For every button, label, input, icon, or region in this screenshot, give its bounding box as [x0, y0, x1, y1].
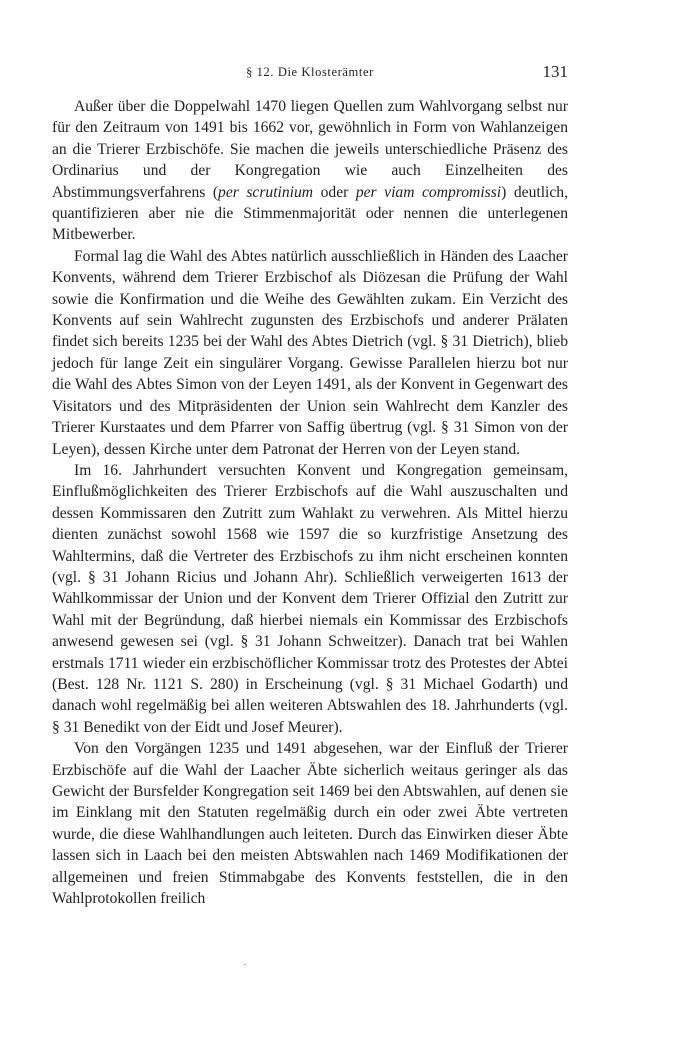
paragraph-3: Im 16. Jahrhundert versuchten Konvent und Kongregation gemeinsam, Einflußmöglichkeiten des Trierer Erzbischofs auf die Wahl auszuschalten und dessen Kommissaren den Zutritt zum Wahlakt zu verwehren. Als Mittel hierzu dienten zunächst sowohl 1568 wie 1597 die so kurzfristige Ansetzung des Wahltermins, daß die Vertreter des Erzbischofs zu ihm nicht erscheinen konnten (vgl. § 31 Johann Ricius und Johann Ahr). Schließlich verweigerten 1613 der Wahlkommissar der Union und der Konvent dem Trierer Offizial den Zutritt zur Wahl mit der Begründung, daß hierbei niemals ein Kommissar des Erzbischofs anwesend gewesen sei (vgl. § 31 Johann Schweitzer). Danach trat bei Wahlen erstmals 1711 wieder ein erzbischöflicher Kommissar trotz des Protestes der Abtei (Best. 128 Nr. 1121 S. 280) in Erscheinung (vgl. § 31 Michael Godarth) und danach wohl regelmäßig bei allen weiteren Abtswahlen des 18. Jahrhunderts (vgl. § 31 Benedikt von der Eidt und Josef Meurer).	[52, 461, 568, 736]
body-text	[52, 96, 568, 909]
paragraph-1-text-c: ) deutlich, quantifizieren aber nie die Stimmenmajorität oder nennen die unterlegenen Mitbewerber.	[52, 183, 568, 244]
footer-dot	[244, 964, 246, 965]
paragraph-1	[52, 96, 568, 246]
page-number: 131	[542, 62, 568, 81]
latin-term-per-scrutinium: per scrutinium	[218, 183, 314, 201]
page-header	[52, 62, 568, 82]
paragraph-2: Formal lag die Wahl des Abtes natürlich ausschließlich in Händen des Laacher Konvents, während dem Trierer Erzbischof als Diözesan die Prüfung der Wahl sowie die Konfirmation und die Weihe des Gewählten zukam. Ein Verzicht des Konvents auf sein Wahlrecht zugunsten des Erzbischofs und anderer Prälaten findet sich bereits 1235 bei der Wahl des Abtes Dietrich (vgl. § 31 Dietrich), blieb jedoch für lange Zeit ein singulärer Vorgang. Gewisse Parallelen hierzu bot nur die Wahl des Abtes Simon von der Leyen 1491, als der Konvent in Gegenwart des Visitators und des Mitpräsidenten der Union sein Wahlrecht dem Kanzler des Trierer Kurstaates und dem Pfarrer von Saffig übertrug (vgl. § 31 Simon von der Leyen), dessen Kirche unter dem Patronat der Herren von der Leyen stand.	[52, 247, 568, 458]
paragraph-4: Von den Vorgängen 1235 und 1491 abgesehen, war der Einfluß der Trierer Erzbischöfe auf die Wahl der Laacher Äbte sicherlich weitaus geringer als das Gewicht der Bursfelder Kongregation seit 1469 bei den Abtswahlen, auf denen sie im Einklang mit den Statuten regelmäßig durch ein oder zwei Äbte vertreten wurde, die diese Wahlhandlungen auch leiteten. Durch das Einwirken dieser Äbte lassen sich in Laach bei den meisten Abtswahlen nach 1469 Modifikationen der allgemeinen und freien Stimmabgabe des Konvents feststellen, die in den Wahlprotokollen freilich	[52, 740, 568, 908]
paragraph-1-text-b: oder	[313, 183, 356, 201]
latin-term-per-viam-compromissi: per viam compromissi	[355, 183, 502, 201]
paragraph-1-text-a: Außer über die Doppelwahl 1470 liegen Quellen zum Wahlvorgang selbst nur für den Zeitraum von 1491 bis 1662 vor, gewöhnlich in Form von Wahlanzeigen an die Trierer Erzbischöfe. Sie machen die jeweils unterschiedliche Präsenz des Ordinarius und der Kongregation wie auch Einzelheiten des Abstimmungsverfahrens (	[52, 98, 568, 201]
running-head: § 12. Die Klosterämter	[246, 65, 374, 79]
